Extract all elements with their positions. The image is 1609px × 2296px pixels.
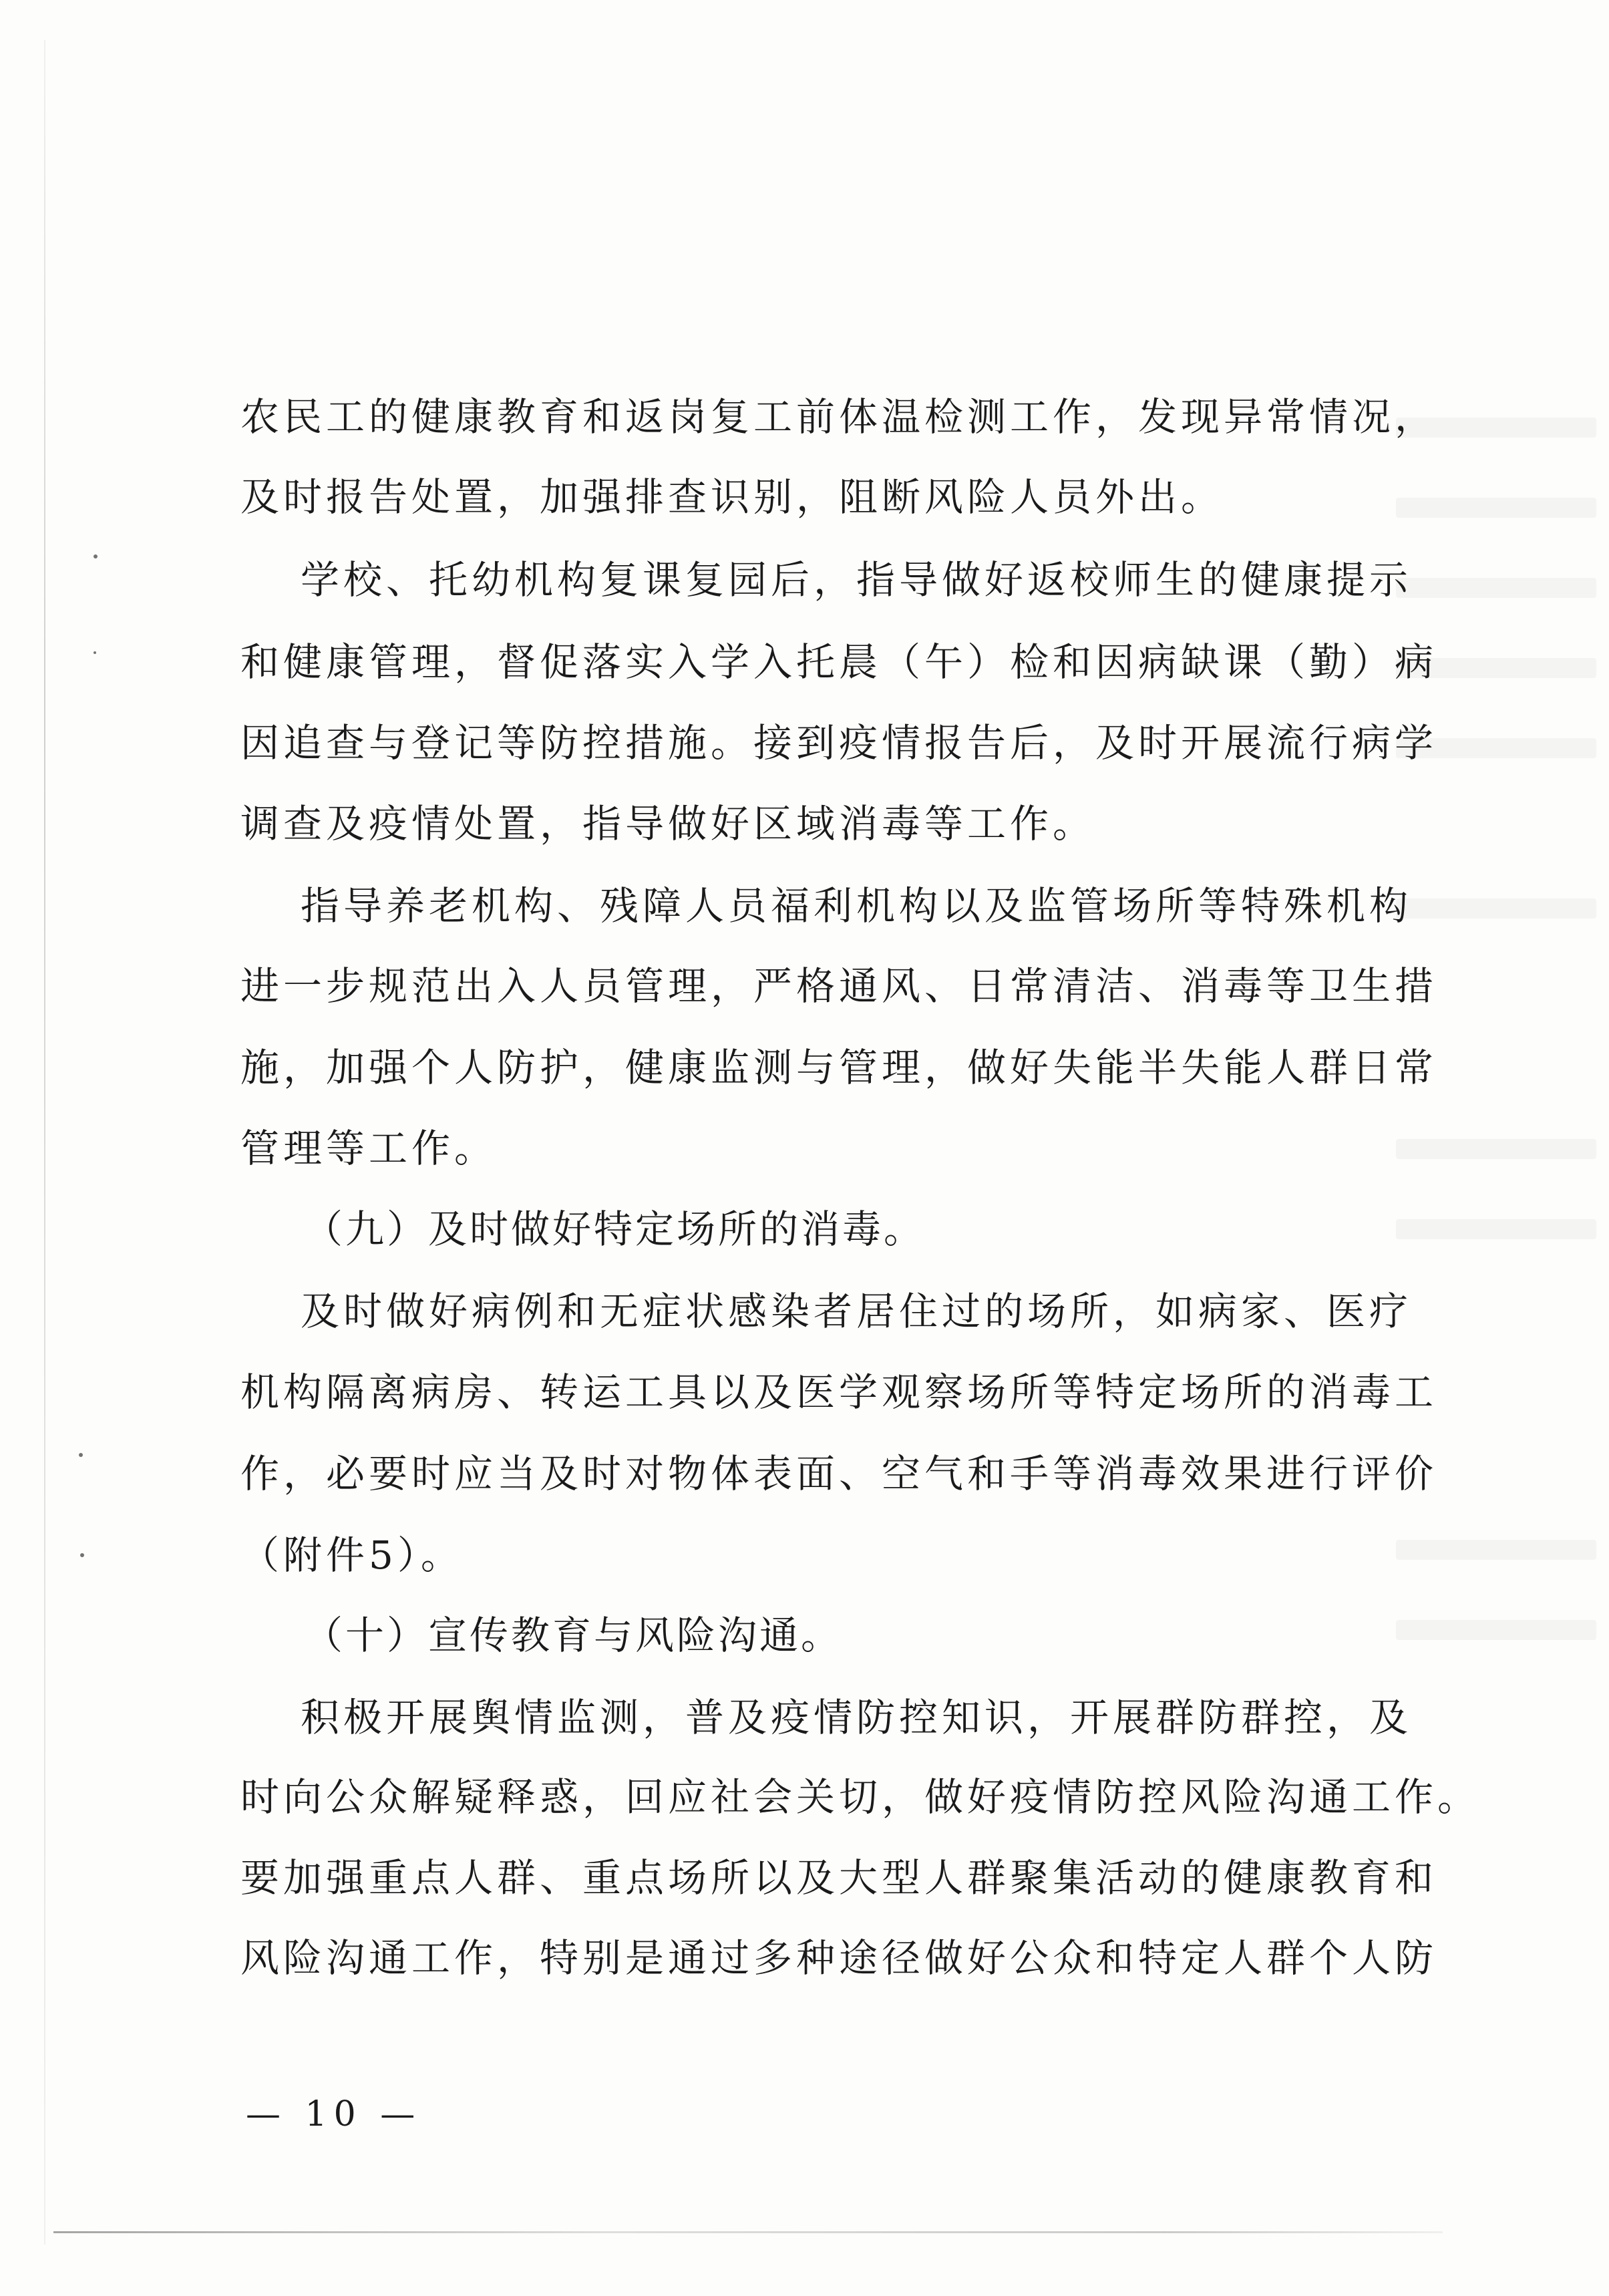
scan-speck [80,1553,84,1557]
show-through-smudge [1396,1540,1596,1560]
body-text-line: 调查及疫情处置，指导做好区域消毒等工作。 [240,801,1096,846]
body-text-line: 要加强重点人群、重点场所以及大型人群聚集活动的健康教育和 [240,1855,1438,1901]
paragraph-start-line: 及时做好病例和无症状感染者居住过的场所，如病家、医疗 [301,1289,1413,1334]
scan-edge-bottom [53,2231,1443,2233]
body-text-line: 进一步规范出入人员管理，严格通风、日常清洁、消毒等卫生措 [240,963,1438,1009]
body-text-line: 时向公众解疑释惑，回应社会关切，做好疫情防控风险沟通工作。 [240,1774,1481,1820]
body-text-line: 因追查与登记等防控措施。接到疫情报告后，及时开展流行病学 [240,720,1438,766]
section-heading: （十）宣传教育与风险沟通。 [304,1613,843,1658]
body-text-line: 风险沟通工作，特别是通过多种途径做好公众和特定人群个人防 [240,1935,1438,1981]
show-through-smudge [1396,578,1596,598]
paragraph-start-line: 指导养老机构、残障人员福利机构以及监管场所等特殊机构 [301,883,1413,929]
page-number: — 10 — [246,2094,422,2134]
scan-speck [79,1453,83,1457]
scan-edge-left [44,40,45,2245]
body-text-line: 机构隔离病房、转运工具以及医学观察场所等特定场所的消毒工 [240,1369,1438,1415]
body-text-line: 农民工的健康教育和返岗复工前体温检测工作，发现异常情况， [240,394,1438,440]
show-through-smudge [1396,898,1596,919]
section-heading: （九）及时做好特定场所的消毒。 [304,1206,926,1252]
body-text-line: 施，加强个人防护，健康监测与管理，做好失能半失能人群日常 [240,1045,1438,1090]
paragraph-start-line: 积极开展舆情监测，普及疫情防控知识，开展群防群控，及 [301,1695,1413,1740]
paragraph-start-line: 学校、托幼机构复课复园后，指导做好返校师生的健康提示 [301,557,1413,603]
body-text-line: 及时报告处置，加强排查识别，阻断风险人员外出。 [240,474,1224,520]
show-through-smudge [1396,498,1596,518]
show-through-smudge [1396,1139,1596,1159]
scan-speck [94,651,96,654]
scan-speck [94,554,98,558]
body-text-line: 和健康管理，督促落实入学入托晨（午）检和因病缺课（勤）病 [240,639,1438,685]
body-text-line: （附件5）。 [240,1532,464,1578]
body-text-line: 管理等工作。 [240,1126,498,1171]
body-text-line: 作，必要时应当及时对物体表面、空气和手等消毒效果进行评价 [240,1451,1438,1496]
